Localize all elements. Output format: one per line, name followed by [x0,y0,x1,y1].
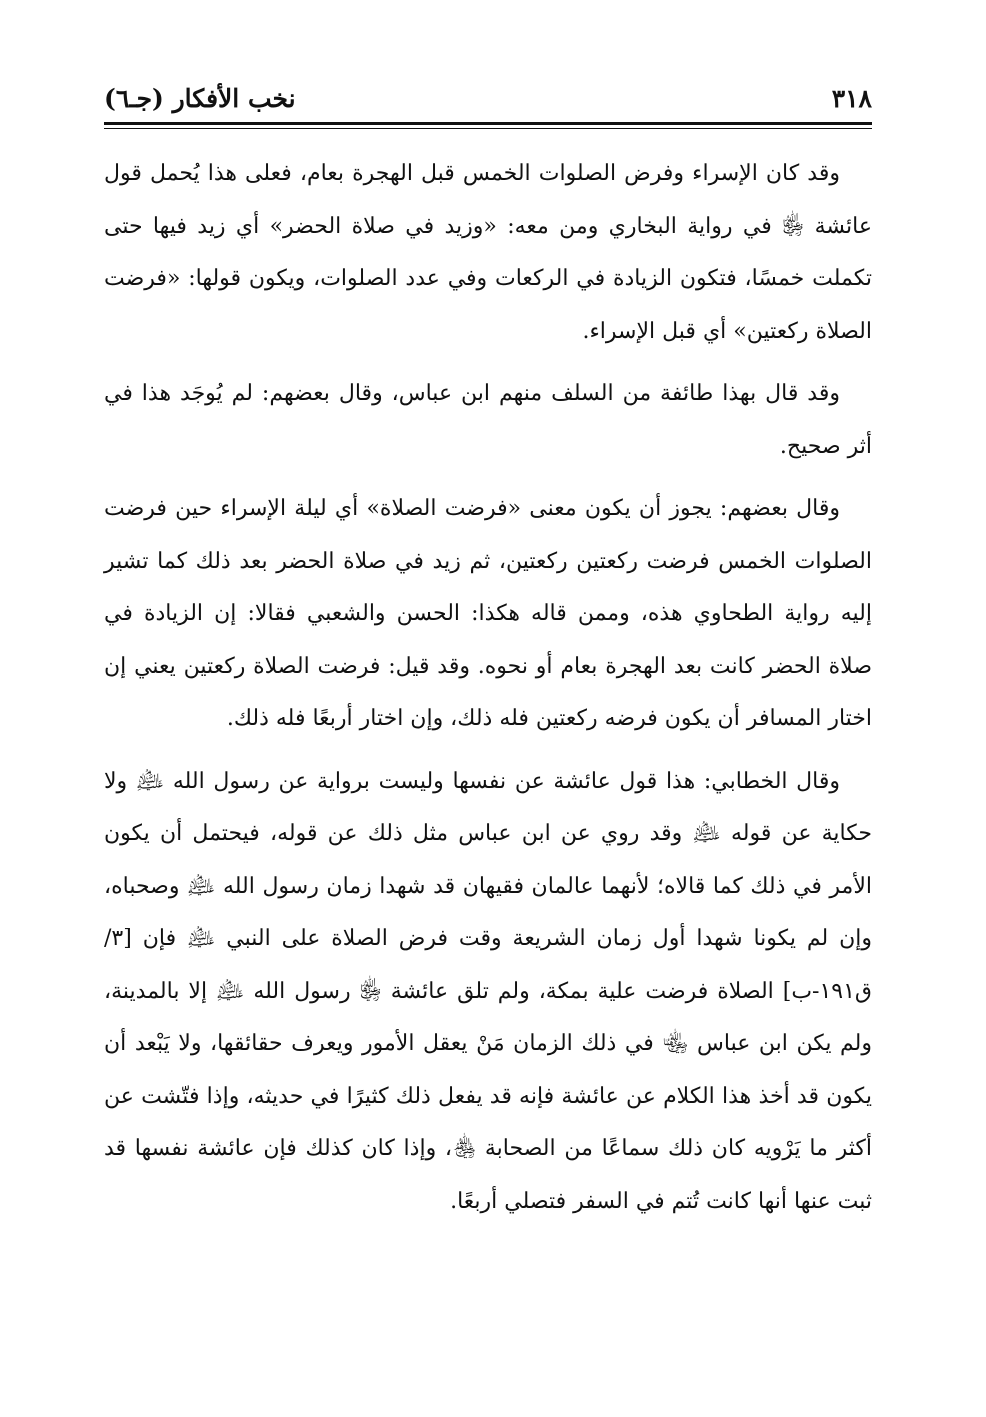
paragraph-1: وقد كان الإسراء وفرض الصلوات الخمس قبل الهجرة بعام، فعلى هذا يُحمل قول عائشة ﵂ في رواية البخاري ومن معه: «وزيد في صلاة الحضر» أي زيد فيها حتى تكملت خمسًا، فتكون الزيادة في الركعات وفي عدد الصلوات، ويكون قولها: «فرضت الصلاة ركعتين» أي قبل الإسراء. [104,161,872,344]
book-title: نخب الأفكار (جـ٦) [104,83,296,113]
header-rule-thick [104,122,872,125]
header-rule-thin [104,128,872,129]
page-number: ٣١٨ [831,83,872,113]
paragraph-3: وقال بعضهم: يجوز أن يكون معنى «فرضت الصلاة» أي ليلة الإسراء حين فرضت الصلوات الخمس فرضت ركعتين ركعتين، ثم زيد في صلاة الحضر بعد ذلك كما تشير إليه رواية الطحاوي هذه، وممن قاله هكذا: الحسن والشعبي فقالا: إن الزيادة في صلاة الحضر كانت بعد الهجرة بعام أو نحوه. وقد قيل: فرضت الصلاة ركعتين يعني إن اختار المسافر أن يكون فرضه ركعتين فله ذلك، وإن اختار أربعًا فله ذلك. [104,496,872,731]
body-text [104,148,872,1238]
paragraph-4: وقال الخطابي: هذا قول عائشة عن نفسها وليست برواية عن رسول الله ﵇ ولا حكاية عن قوله ﵇ وقد روي عن ابن عباس مثل ذلك عن قوله، فيحتمل أن يكون الأمر في ذلك كما قالاه؛ لأنهما عالمان فقيهان قد شهدا زمان رسول الله ﵇ وصحباه، وإن لم يكونا شهدا أول زمان الشريعة وقت فرض الصلاة على النبي ﵇ فإن [٣/ ق١٩١-ب] الصلاة فرضت علية بمكة، ولم تلق عائشة ﵂ رسول الله ﵇ إلا بالمدينة، ولم يكن ابن عباس ﵄ في ذلك الزمان مَنْ يعقل الأمور ويعرف حقائقها، ولا يَبْعد أن يكون قد أخذ هذا الكلام عن عائشة فإنه قد يفعل ذلك كثيرًا في حديثه، وإذا فتّشت عن أكثر ما يَرْويه كان ذلك سماعًا من الصحابة ﵃، وإذا كان كذلك فإن عائشة نفسها قد ثبت عنها أنها كانت تُتم في السفر فتصلي أربعًا. [104,768,872,1214]
page-header [104,78,872,118]
paragraph-2: وقد قال بهذا طائفة من السلف منهم ابن عباس، وقال بعضهم: لم يُوجَد هذا في أثر صحيح. [104,381,872,459]
